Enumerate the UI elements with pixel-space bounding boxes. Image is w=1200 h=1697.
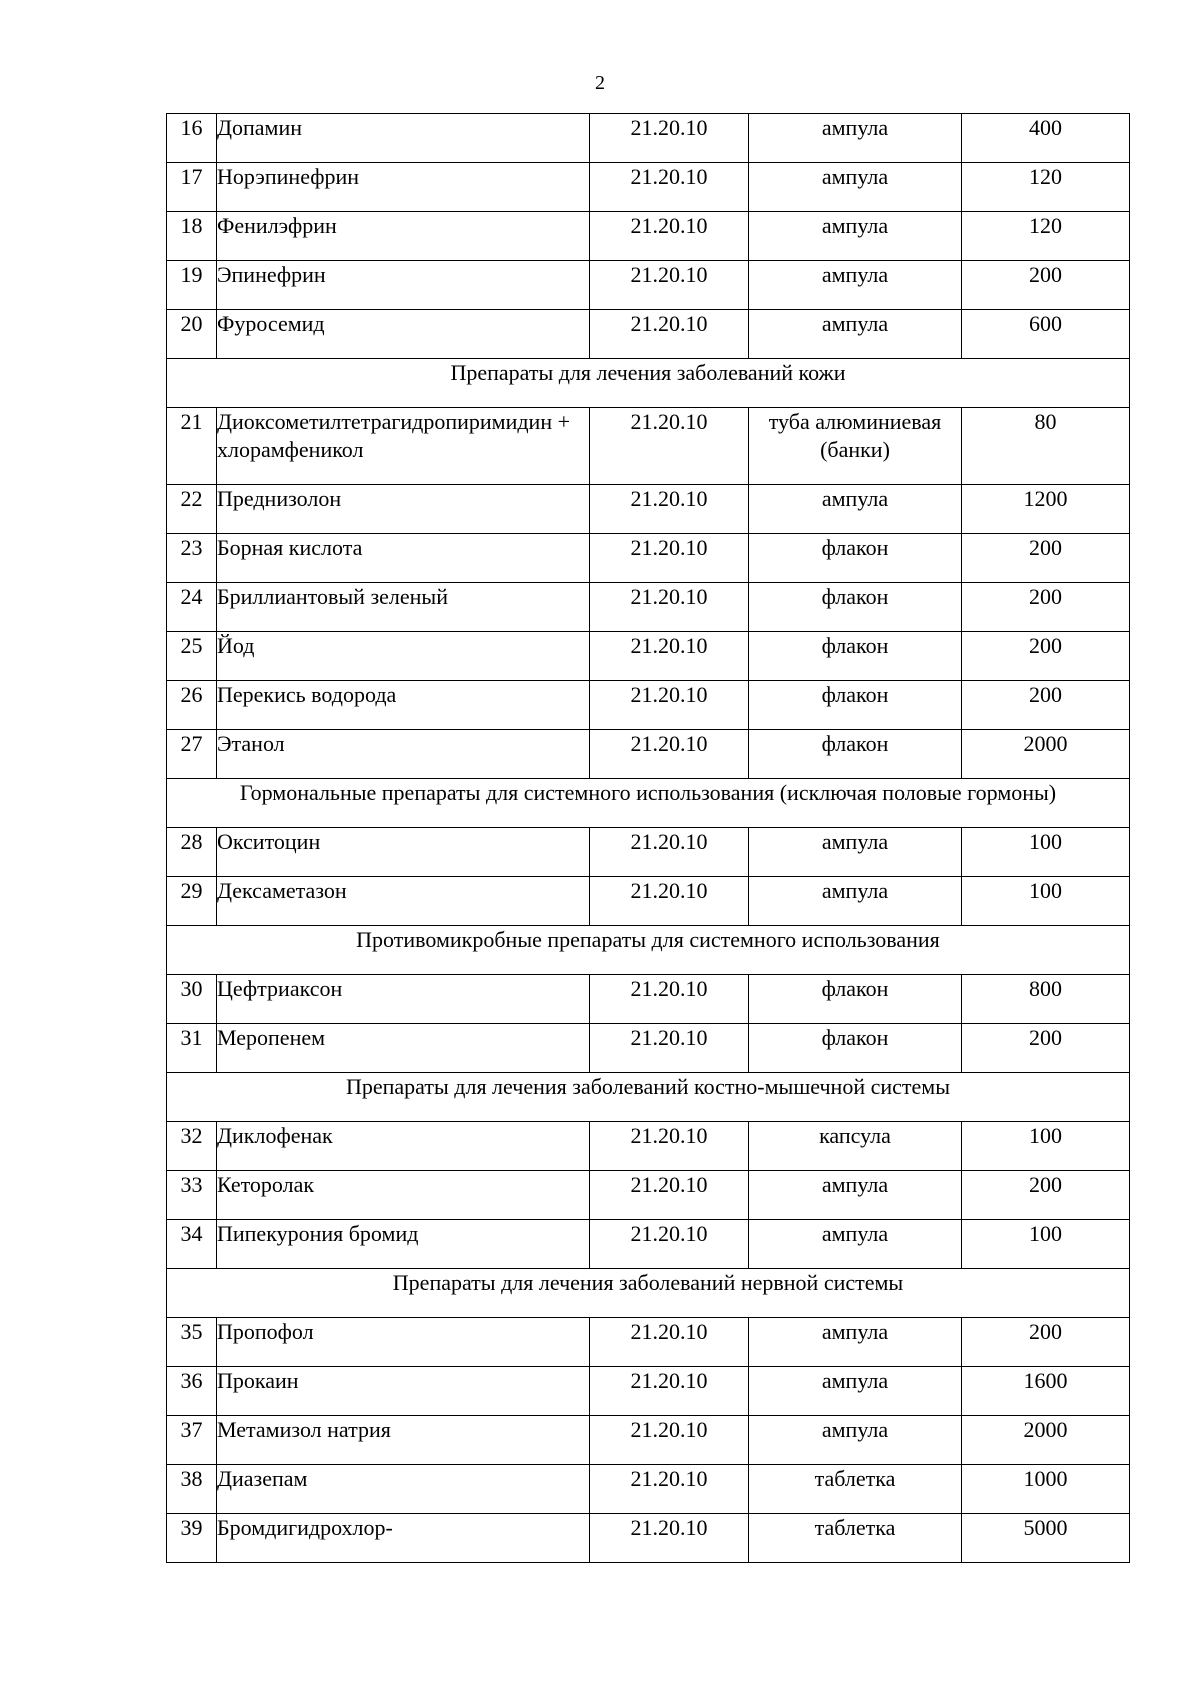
section-title: Противомикробные препараты для системного использования — [167, 926, 1130, 975]
row-number-cell: 36 — [167, 1367, 217, 1416]
table-row — [167, 163, 1130, 212]
row-number-cell: 23 — [167, 534, 217, 583]
row-number-cell: 20 — [167, 310, 217, 359]
medications-table-body — [167, 114, 1130, 1563]
drug-name-cell: Фенилэфрин — [217, 212, 590, 261]
drug-name-cell: Эпинефрин — [217, 261, 590, 310]
drug-name-cell: Цефтриаксон — [217, 975, 590, 1024]
unit-cell: флакон — [749, 632, 962, 681]
table-row — [167, 534, 1130, 583]
drug-name-cell: Диоксометилтетрагидропиримидин + хлорамфеникол — [217, 408, 590, 485]
quantity-cell: 200 — [962, 583, 1130, 632]
drug-name-cell: Меропенем — [217, 1024, 590, 1073]
row-number-cell: 16 — [167, 114, 217, 163]
quantity-cell: 100 — [962, 877, 1130, 926]
table-row — [167, 877, 1130, 926]
okpd-code-cell: 21.20.10 — [590, 212, 749, 261]
table-row — [167, 1122, 1130, 1171]
drug-name-cell: Окситоцин — [217, 828, 590, 877]
quantity-cell: 800 — [962, 975, 1130, 1024]
unit-cell: ампула — [749, 1416, 962, 1465]
unit-cell: ампула — [749, 261, 962, 310]
okpd-code-cell: 21.20.10 — [590, 681, 749, 730]
section-header-row — [167, 359, 1130, 408]
table-row — [167, 583, 1130, 632]
drug-name-cell: Преднизолон — [217, 485, 590, 534]
okpd-code-cell: 21.20.10 — [590, 114, 749, 163]
okpd-code-cell: 21.20.10 — [590, 1514, 749, 1563]
okpd-code-cell: 21.20.10 — [590, 1318, 749, 1367]
table-row — [167, 730, 1130, 779]
table-row — [167, 114, 1130, 163]
okpd-code-cell: 21.20.10 — [590, 1367, 749, 1416]
unit-cell: туба алюминиевая (банки) — [749, 408, 962, 485]
drug-name-cell: Норэпинефрин — [217, 163, 590, 212]
unit-cell: ампула — [749, 1318, 962, 1367]
quantity-cell: 1000 — [962, 1465, 1130, 1514]
quantity-cell: 600 — [962, 310, 1130, 359]
table-row — [167, 1367, 1130, 1416]
table-row — [167, 1318, 1130, 1367]
drug-name-cell: Диклофенак — [217, 1122, 590, 1171]
row-number-cell: 30 — [167, 975, 217, 1024]
drug-name-cell: Перекись водорода — [217, 681, 590, 730]
row-number-cell: 25 — [167, 632, 217, 681]
unit-cell: таблетка — [749, 1514, 962, 1563]
quantity-cell: 200 — [962, 1318, 1130, 1367]
row-number-cell: 27 — [167, 730, 217, 779]
quantity-cell: 400 — [962, 114, 1130, 163]
row-number-cell: 37 — [167, 1416, 217, 1465]
quantity-cell: 1600 — [962, 1367, 1130, 1416]
table-row — [167, 1514, 1130, 1563]
quantity-cell: 200 — [962, 261, 1130, 310]
quantity-cell: 100 — [962, 1122, 1130, 1171]
drug-name-cell: Фуросемид — [217, 310, 590, 359]
quantity-cell: 80 — [962, 408, 1130, 485]
unit-cell: ампула — [749, 310, 962, 359]
row-number-cell: 34 — [167, 1220, 217, 1269]
unit-cell: флакон — [749, 583, 962, 632]
quantity-cell: 200 — [962, 534, 1130, 583]
quantity-cell: 120 — [962, 163, 1130, 212]
okpd-code-cell: 21.20.10 — [590, 877, 749, 926]
table-row — [167, 485, 1130, 534]
table-row — [167, 1465, 1130, 1514]
okpd-code-cell: 21.20.10 — [590, 1220, 749, 1269]
quantity-cell: 200 — [962, 1171, 1130, 1220]
section-header-row — [167, 1073, 1130, 1122]
quantity-cell: 120 — [962, 212, 1130, 261]
okpd-code-cell: 21.20.10 — [590, 828, 749, 877]
okpd-code-cell: 21.20.10 — [590, 583, 749, 632]
unit-cell: ампула — [749, 163, 962, 212]
unit-cell: ампула — [749, 114, 962, 163]
quantity-cell: 200 — [962, 632, 1130, 681]
section-header-row — [167, 926, 1130, 975]
unit-cell: ампула — [749, 1171, 962, 1220]
table-row — [167, 828, 1130, 877]
okpd-code-cell: 21.20.10 — [590, 1024, 749, 1073]
section-title: Гормональные препараты для системного использования (исключая половые гормоны) — [167, 779, 1130, 828]
okpd-code-cell: 21.20.10 — [590, 975, 749, 1024]
drug-name-cell: Диазепам — [217, 1465, 590, 1514]
quantity-cell: 2000 — [962, 730, 1130, 779]
okpd-code-cell: 21.20.10 — [590, 534, 749, 583]
okpd-code-cell: 21.20.10 — [590, 1122, 749, 1171]
quantity-cell: 1200 — [962, 485, 1130, 534]
okpd-code-cell: 21.20.10 — [590, 261, 749, 310]
table-row — [167, 632, 1130, 681]
table-row — [167, 310, 1130, 359]
quantity-cell: 200 — [962, 1024, 1130, 1073]
row-number-cell: 31 — [167, 1024, 217, 1073]
section-title: Препараты для лечения заболеваний нервной системы — [167, 1269, 1130, 1318]
row-number-cell: 28 — [167, 828, 217, 877]
table-row — [167, 975, 1130, 1024]
unit-cell: флакон — [749, 681, 962, 730]
row-number-cell: 38 — [167, 1465, 217, 1514]
unit-cell: ампула — [749, 1367, 962, 1416]
unit-cell: флакон — [749, 534, 962, 583]
table-row — [167, 408, 1130, 485]
unit-cell: флакон — [749, 1024, 962, 1073]
row-number-cell: 32 — [167, 1122, 217, 1171]
quantity-cell: 2000 — [962, 1416, 1130, 1465]
drug-name-cell: Кеторолак — [217, 1171, 590, 1220]
unit-cell: ампула — [749, 1220, 962, 1269]
drug-name-cell: Йод — [217, 632, 590, 681]
table-row — [167, 1171, 1130, 1220]
table-row — [167, 1024, 1130, 1073]
okpd-code-cell: 21.20.10 — [590, 163, 749, 212]
okpd-code-cell: 21.20.10 — [590, 1416, 749, 1465]
drug-name-cell: Бромдигидрохлор- — [217, 1514, 590, 1563]
row-number-cell: 19 — [167, 261, 217, 310]
drug-name-cell: Дексаметазон — [217, 877, 590, 926]
drug-name-cell: Этанол — [217, 730, 590, 779]
table-row — [167, 261, 1130, 310]
row-number-cell: 17 — [167, 163, 217, 212]
row-number-cell: 26 — [167, 681, 217, 730]
page-number: 2 — [595, 72, 605, 94]
table-row — [167, 681, 1130, 730]
section-header-row — [167, 779, 1130, 828]
unit-cell: ампула — [749, 877, 962, 926]
drug-name-cell: Борная кислота — [217, 534, 590, 583]
row-number-cell: 18 — [167, 212, 217, 261]
drug-name-cell: Допамин — [217, 114, 590, 163]
row-number-cell: 22 — [167, 485, 217, 534]
drug-name-cell: Бриллиантовый зеленый — [217, 583, 590, 632]
okpd-code-cell: 21.20.10 — [590, 1465, 749, 1514]
row-number-cell: 24 — [167, 583, 217, 632]
row-number-cell: 21 — [167, 408, 217, 485]
drug-name-cell: Пипекурония бромид — [217, 1220, 590, 1269]
table-row — [167, 1220, 1130, 1269]
unit-cell: ампула — [749, 212, 962, 261]
table-row — [167, 212, 1130, 261]
unit-cell: таблетка — [749, 1465, 962, 1514]
section-header-row — [167, 1269, 1130, 1318]
row-number-cell: 29 — [167, 877, 217, 926]
section-title: Препараты для лечения заболеваний костно-мышечной системы — [167, 1073, 1130, 1122]
drug-name-cell: Прокаин — [217, 1367, 590, 1416]
okpd-code-cell: 21.20.10 — [590, 1171, 749, 1220]
okpd-code-cell: 21.20.10 — [590, 730, 749, 779]
drug-name-cell: Метамизол натрия — [217, 1416, 590, 1465]
drug-name-cell: Пропофол — [217, 1318, 590, 1367]
quantity-cell: 100 — [962, 1220, 1130, 1269]
row-number-cell: 39 — [167, 1514, 217, 1563]
okpd-code-cell: 21.20.10 — [590, 408, 749, 485]
unit-cell: флакон — [749, 975, 962, 1024]
quantity-cell: 200 — [962, 681, 1130, 730]
table-row — [167, 1416, 1130, 1465]
row-number-cell: 33 — [167, 1171, 217, 1220]
quantity-cell: 100 — [962, 828, 1130, 877]
okpd-code-cell: 21.20.10 — [590, 310, 749, 359]
medications-table — [166, 113, 1130, 1563]
unit-cell: ампула — [749, 828, 962, 877]
quantity-cell: 5000 — [962, 1514, 1130, 1563]
unit-cell: флакон — [749, 730, 962, 779]
row-number-cell: 35 — [167, 1318, 217, 1367]
okpd-code-cell: 21.20.10 — [590, 485, 749, 534]
unit-cell: ампула — [749, 485, 962, 534]
okpd-code-cell: 21.20.10 — [590, 632, 749, 681]
section-title: Препараты для лечения заболеваний кожи — [167, 359, 1130, 408]
unit-cell: капсула — [749, 1122, 962, 1171]
